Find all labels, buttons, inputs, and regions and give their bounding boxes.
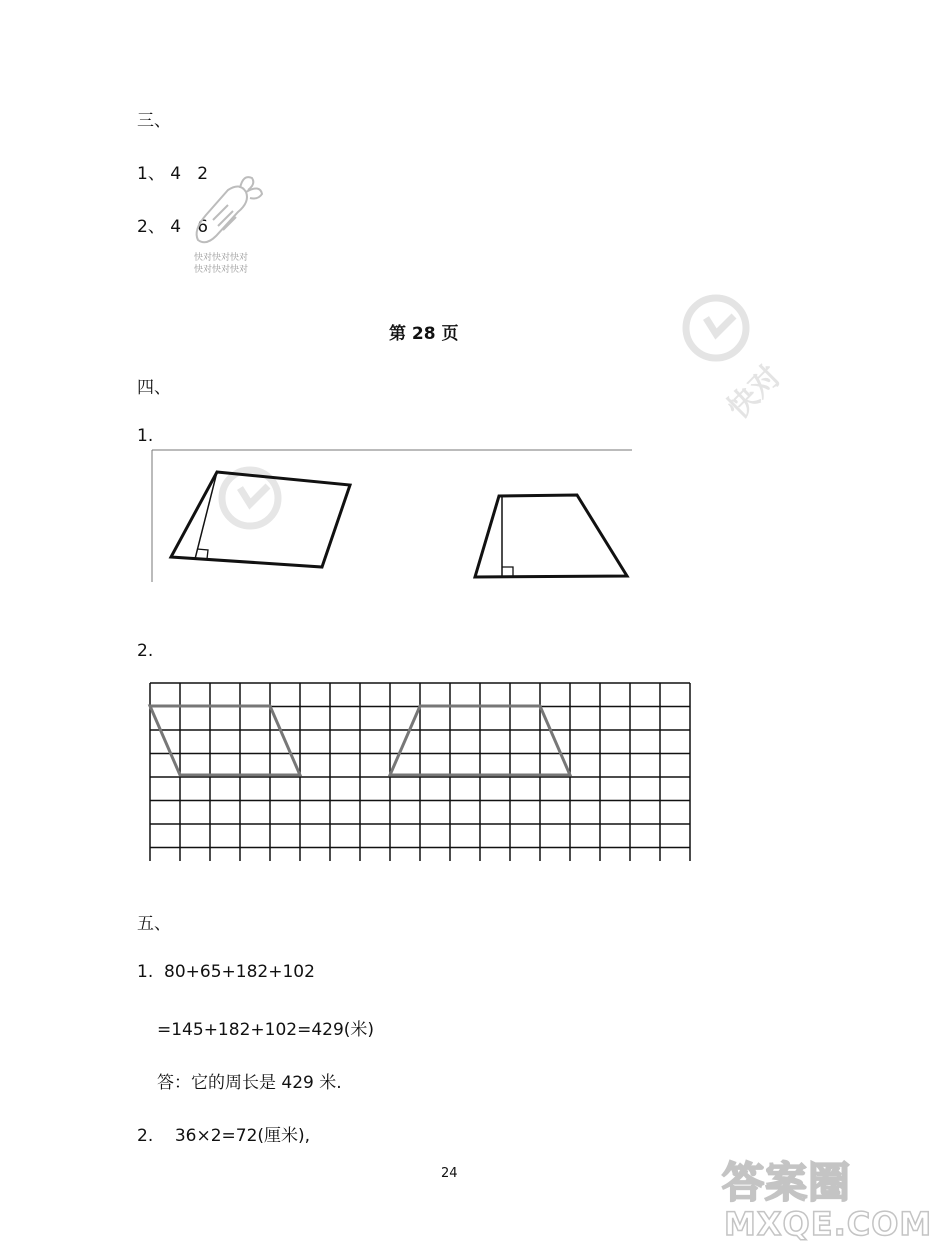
watermark-small-line1: 快对快对快对 — [194, 253, 249, 263]
section-4-q2-label: 2. — [137, 641, 154, 661]
trapezoid-shape — [475, 495, 627, 577]
brand-watermark-text: 快对 — [720, 358, 789, 427]
q1-figure — [150, 448, 635, 588]
corner-logo-line2: MXQE.COM — [724, 1205, 932, 1243]
q2-grid-figure — [148, 681, 696, 863]
section-5-q2-line1: 2. 36×2=72(厘米), — [137, 1126, 311, 1146]
page-title: 第 28 页 — [389, 324, 459, 344]
section-3-heading: 三、 — [137, 111, 171, 131]
grid-parallelogram — [150, 706, 300, 775]
parallelogram-height — [195, 472, 217, 559]
section-3-q1: 1、 4 2 — [137, 164, 209, 184]
section-4-q1-label: 1. — [137, 426, 154, 446]
section-5-q1-line1: 1. 80+65+182+102 — [137, 962, 315, 982]
section-3-q2: 2、 4 6 — [137, 217, 209, 237]
parallelogram-shape — [171, 472, 350, 567]
trapezoid-right-angle-mark — [502, 567, 513, 576]
section-5-q1-answer: 答：它的周长是 429 米. — [157, 1073, 342, 1093]
section-5-heading: 五、 — [137, 914, 171, 934]
section-4-heading: 四、 — [137, 378, 171, 398]
page-number: 24 — [441, 1166, 458, 1181]
corner-logo-line1: 答案圈 — [722, 1158, 852, 1207]
watermark-small-line2: 快对快对快对 — [194, 265, 249, 275]
section-5-q1-line2: =145+182+102=429(米) — [157, 1020, 375, 1040]
carrot-watermark-icon — [188, 170, 268, 250]
